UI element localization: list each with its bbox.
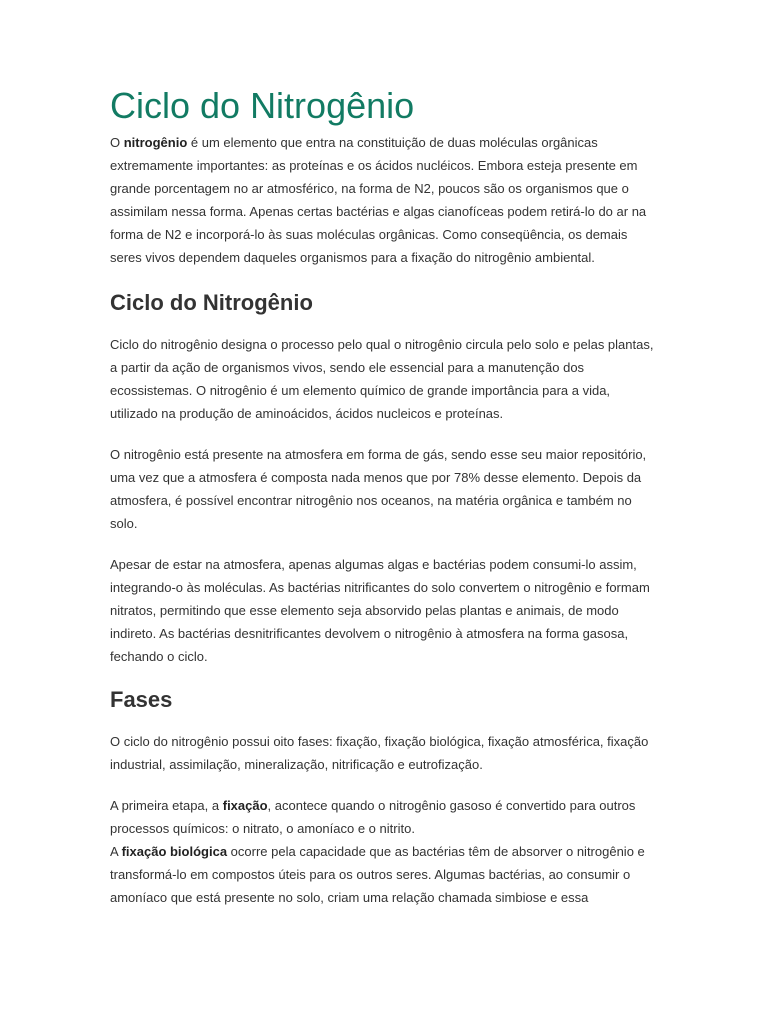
fases-p3-before: A (110, 844, 122, 859)
fases-paragraph-3 (110, 840, 660, 909)
section1-paragraph-1: Ciclo do nitrogênio designa o processo pelo qual o nitrogênio circula pelo solo e pelas plantas, a partir da ação de organismos vivos, sendo ele essencial para a manutenção dos ecossistemas. O nitrogênio é um elemento químico de grande importância para a vida, utilizado na produção de aminoácidos, ácidos nucleicos e proteínas. (110, 337, 654, 421)
fases-p3-after: ocorre pela capacidade que as bactérias têm de absorver o nitrogênio e transformá-lo em compostos úteis para os outros seres. Algumas bactérias, ao consumir o amoníaco que está presente no solo, criam uma relação chamada simbiose e essa (110, 844, 645, 905)
fases-paragraph-1: O ciclo do nitrogênio possui oito fases: fixação, fixação biológica, fixação atmosférica, fixação industrial, assimilação, mineralização, nitrificação e eutrofização. (110, 734, 649, 772)
page-title: Ciclo do Nitrogênio (110, 85, 415, 126)
section-heading-ciclo: Ciclo do Nitrogênio (110, 290, 313, 315)
section1-paragraph-2: O nitrogênio está presente na atmosfera em forma de gás, sendo esse seu maior repositório, uma vez que a atmosfera é composta nada menos que por 78% desse elemento. Depois da atmosfera, é possível encontrar nitrogênio nos oceanos, na matéria orgânica e também no solo. (110, 447, 647, 531)
intro-bold-term: nitrogênio (123, 135, 188, 150)
fases-p2-after: , acontece quando o nitrogênio gasoso é convertido para outros processos químicos: o nitrato, o amoníaco e o nitrito. (110, 798, 636, 836)
intro-text-before: O (110, 135, 124, 150)
fases-p3-bold-term: fixação biológica (121, 844, 228, 859)
section1-paragraph-3: Apesar de estar na atmosfera, apenas algumas algas e bactérias podem consumi-lo assim, integrando-o às moléculas. As bactérias nitrificantes do solo convertem o nitrogênio e formam nitratos, permitindo que esse elemento seja absorvido pelas plantas e animais, de modo indireto. As bactérias desnitrificantes devolvem o nitrogênio à atmosfera na forma gasosa, fechando o ciclo. (110, 557, 650, 664)
document-page (110, 84, 660, 909)
fases-paragraph-2 (110, 794, 660, 840)
fases-p2-bold-term: fixação (222, 798, 268, 813)
fases-p2-before: A primeira etapa, a (110, 798, 223, 813)
intro-text-after: é um elemento que entra na constituição de duas moléculas orgânicas extremamente importantes: as proteínas e os ácidos nucléicos. Embora esteja presente em grande porcentagem no ar atmosférico, na forma de N2, poucos são os organismos que o assimilam nessa forma. Apenas certas bactérias e algas cianofíceas podem retirá-lo do ar na forma de N2 e incorporá-lo às suas moléculas orgânicas. Como conseqüência, os demais seres vivos dependem daqueles organismos para a fixação do nitrogênio ambiental. (110, 135, 647, 265)
section-heading-fases: Fases (110, 687, 173, 712)
intro-paragraph (110, 131, 660, 269)
